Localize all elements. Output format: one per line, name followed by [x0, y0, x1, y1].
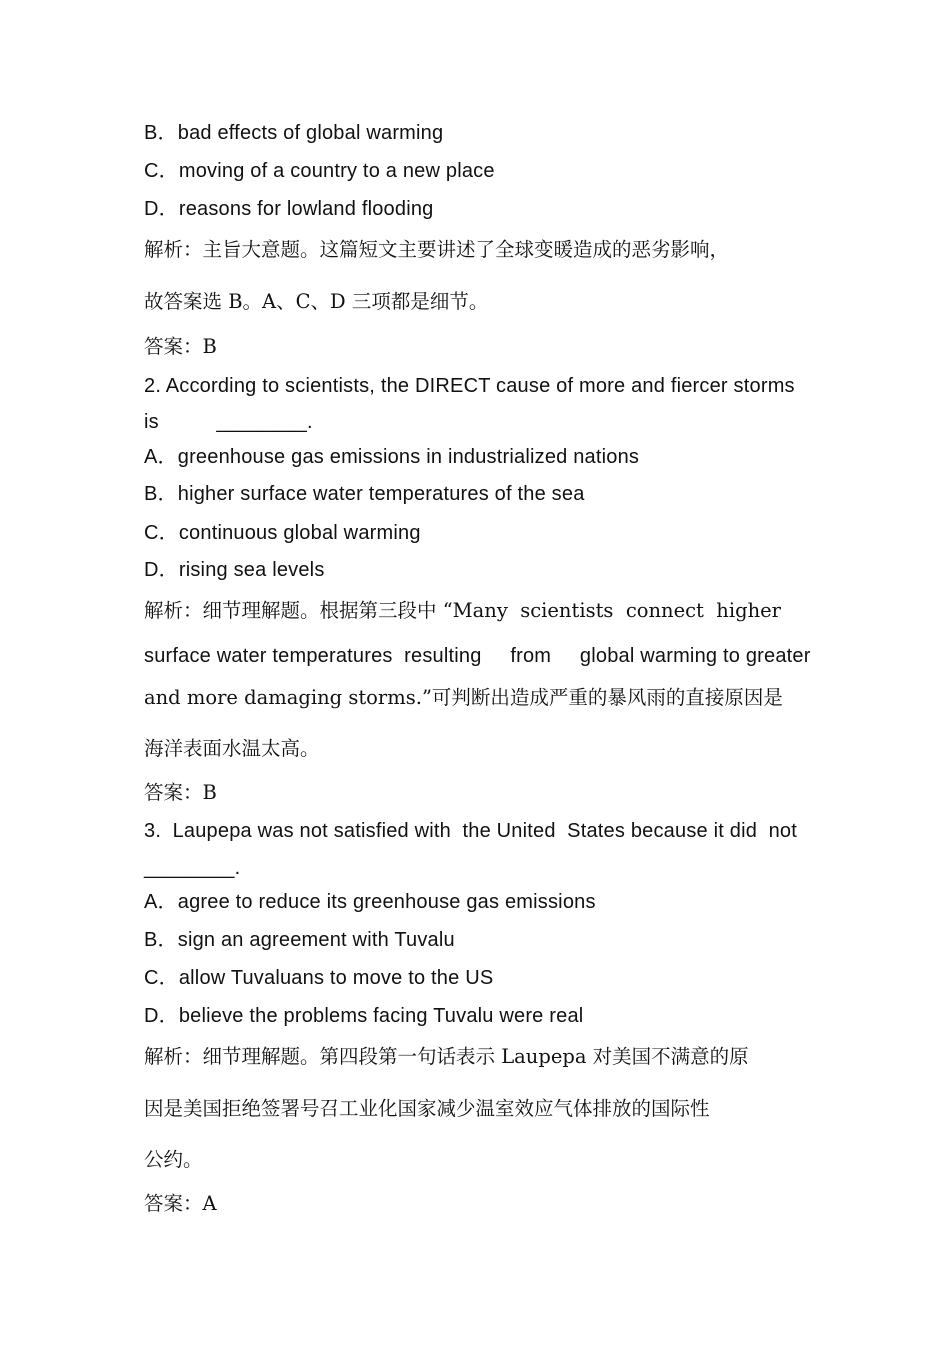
q3-analysis-line-3: 公约。 [144, 1148, 203, 1171]
q2-option-b: B．higher surface water temperatures of the sea [144, 483, 585, 505]
q3-stem-line-2: ________. [144, 857, 241, 879]
q1-option-b: B．bad effects of global warming [144, 122, 444, 144]
q2-analysis-line-3: and more damaging storms.”可判断出造成严重的暴风雨的直接原因是 [144, 686, 783, 709]
q2-answer: 答案：B [144, 781, 217, 804]
q3-stem-line-1: 3. Laupepa was not satisfied with the United States because it did not [144, 820, 797, 842]
q2-analysis-line-1: 解析：细节理解题。根据第三段中 “Many scientists connect higher [144, 599, 781, 622]
q2-stem-line-1: 2. According to scientists, the DIRECT cause of more and fiercer storms [144, 375, 795, 397]
q1-answer: 答案：B [144, 335, 217, 358]
q3-option-a: A．agree to reduce its greenhouse gas emissions [144, 891, 596, 913]
q3-option-b: B．sign an agreement with Tuvalu [144, 929, 455, 951]
q2-option-c: C．continuous global warming [144, 522, 421, 544]
q1-analysis-line-2: 故答案选 B。A、C、D 三项都是细节。 [144, 290, 489, 313]
q3-analysis-line-1: 解析：细节理解题。第四段第一句话表示 Laupepa 对美国不满意的原 [144, 1045, 749, 1068]
q3-answer: 答案：A [144, 1192, 217, 1215]
q2-option-d: D．rising sea levels [144, 559, 325, 581]
q3-option-c: C．allow Tuvaluans to move to the US [144, 967, 494, 989]
q2-stem-line-2: is ________. [144, 411, 313, 433]
q3-option-d: D．believe the problems facing Tuvalu were real [144, 1005, 584, 1027]
q2-analysis-line-2: surface water temperatures resulting from global warming to greater [144, 645, 811, 667]
q3-analysis-line-2: 因是美国拒绝签署号召工业化国家减少温室效应气体排放的国际性 [144, 1097, 710, 1120]
q2-option-a: A．greenhouse gas emissions in industrialized nations [144, 446, 640, 468]
q2-analysis-line-4: 海洋表面水温太高。 [144, 737, 320, 760]
q1-option-d: D．reasons for lowland flooding [144, 198, 434, 220]
q1-analysis-line-1: 解析：主旨大意题。这篇短文主要讲述了全球变暖造成的恶劣影响， [144, 238, 730, 261]
q1-option-c: C．moving of a country to a new place [144, 160, 495, 182]
